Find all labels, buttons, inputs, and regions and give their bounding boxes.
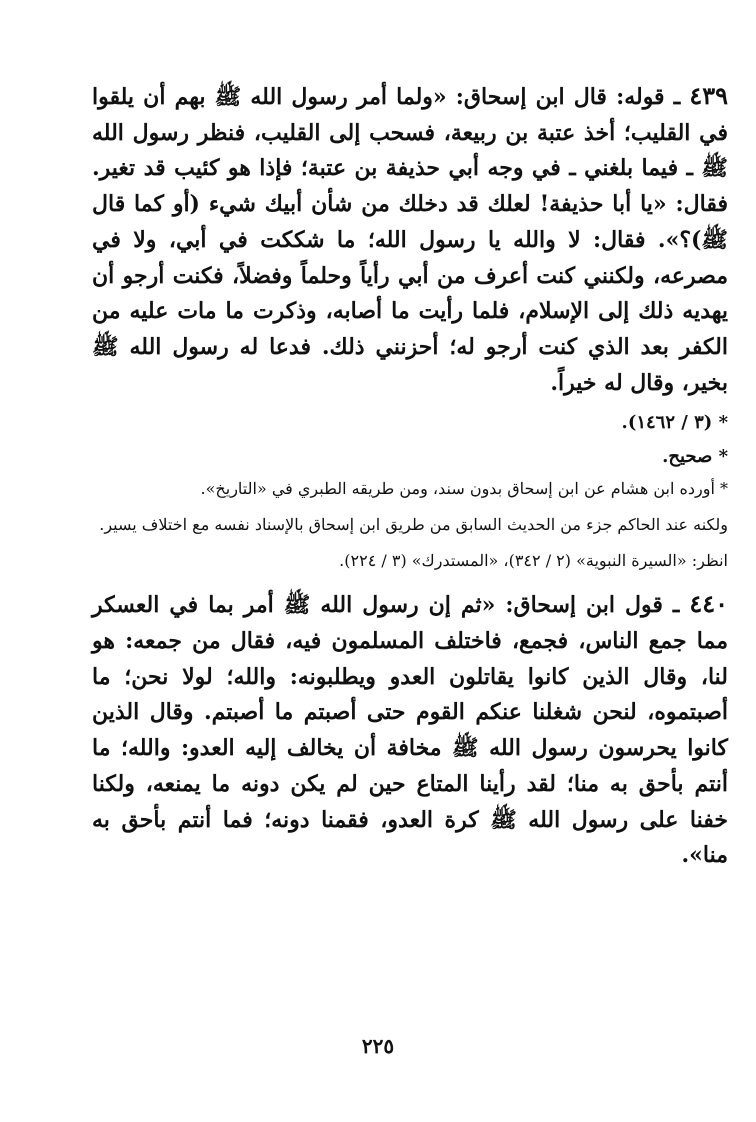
page-body [92,78,728,874]
grade-note: * صحيح. [662,446,728,468]
hadith-number: ٤٣٩ [689,81,728,110]
hadith-440 [92,586,728,874]
hadith-439 [92,78,728,401]
hadith-text: ـ قوله: قال ابن إسحاق: «ولما أمر رسول الله ﷺ بهم أن يلقوا في القليب؛ أخذ عتبة بن ربيعة، فسحب إلى القليب، فنظر رسول الله ﷺ ـ فيما بلغني ـ في وجه أبي حذيفة بن عتبة؛ فإذا هو كئيب قد تغير. فقال: «يا أبا حذيفة! لعلك قد دخلك من شأن أبيك شيء (أو كما قال ﷺ)؟». فقال: لا والله يا رسول الله؛ ما شككت في أبي، ولا في مصرعه، ولكنني كنت أعرف من أبي رأياً وحلماً وفضلاً، فكنت أرجو أن يهديه ذلك إلى الإسلام، فلما رأيت ما أصابه، وذكرت ما مات عليه من الكفر بعد الذي كنت أرجو له؛ أحزنني ذلك. فدعا له رسول الله ﷺ بخير، وقال له خيراً. [92,84,728,396]
hadith-number: ٤٤٠ [689,589,728,619]
page-number: ٢٢٥ [361,1034,395,1058]
source-note: * أورده ابن هشام عن ابن إسحاق بدون سند، ومن طريقه الطبري في «التاريخ». [200,479,728,499]
see-note: انظر: «السيرة النبوية» (٢ / ٣٤٢)، «المستدرك» (٣ / ٢٢٤). [339,551,728,571]
reference-note: * (٣ / ١٤٦٢). [621,412,728,434]
hakim-note: ولكنه عند الحاكم جزء من الحديث السابق من طريق ابن إسحاق بالإسناد نفسه مع اختلاف يسير. [99,515,728,535]
hadith-text: ـ قول ابن إسحاق: «ثم إن رسول الله ﷺ أمر بما في العسكر مما جمع الناس، فجمع، فاختلف المسلمون فيه، فقال من جمعه: هو لنا، وقال الذين كانوا يقاتلون العدو ويطلبونه: والله؛ لولا نحن؛ ما أصبتموه، لنحن شغلنا عنكم القوم حتى أصبتم ما أصبتم. وقال الذين كانوا يحرسون رسول الله ﷺ مخافة أن يخالف إليه العدو: والله؛ ما أنتم بأحق به منا؛ لقد رأينا المتاع حين لم يكن دونه ما يمنعه، ولكنا خفنا على رسول الله ﷺ كرة العدو، فقمنا دونه؛ فما أنتم بأحق به منا». [92,592,728,869]
